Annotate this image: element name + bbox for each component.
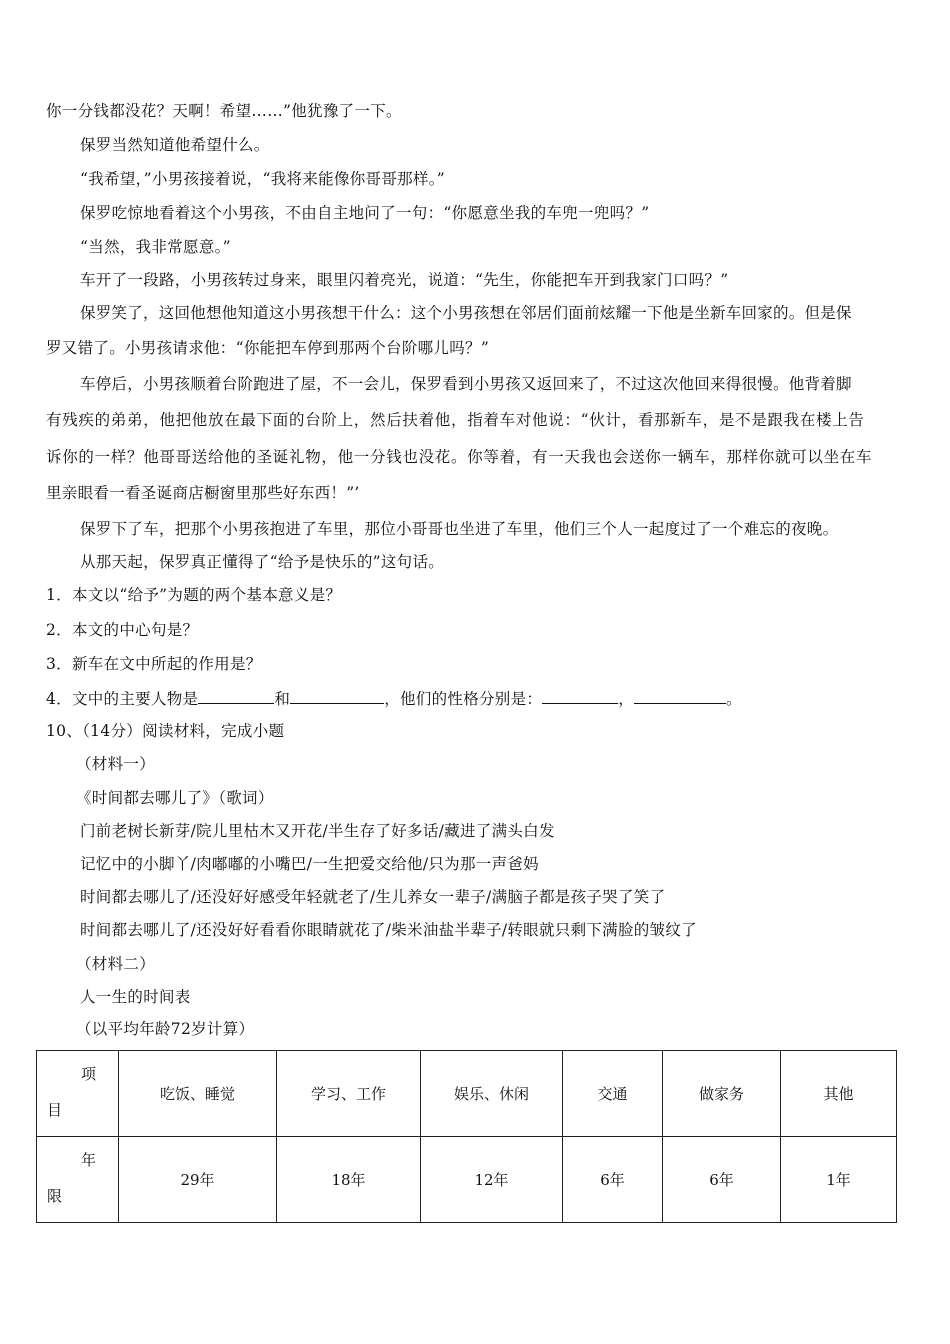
q4-and: 和 [274,690,291,708]
table-cell: 29年 [119,1137,277,1223]
table-cell: 12年 [421,1137,563,1223]
passage-line: 车停后，小男孩顺着台阶跑进了屋，不一会儿，保罗看到小男孩又返回来了，不过这次他回来得很慢。他背着脚 [80,375,852,393]
lyric-line: 时间都去哪儿了/还没好好看看你眼睛就花了/柴米油盐半辈子/转眼就只剩下满脸的皱纹了 [80,921,697,939]
answer-blank[interactable] [290,688,384,704]
passage-line: 保罗当然知道他希望什么。 [80,136,270,154]
passage-line: “我希望，”小男孩接着说，“我将来能像你哥哥那样。” [80,170,445,188]
row-header-cell [37,1051,119,1137]
table-cell: 6年 [563,1137,663,1223]
answer-blank[interactable] [198,688,274,704]
answer-blank[interactable] [542,688,618,704]
passage-line: 保罗笑了，这回他想他知道这小男孩想干什么：这个小男孩想在邻居们面前炫耀一下他是坐新车回家的。但是保 [80,304,852,322]
question-4 [46,688,742,709]
question-2: 2．本文的中心句是？ [46,621,199,639]
q4-end: 。 [726,690,742,708]
row-header-top: 年 [81,1151,97,1169]
passage-line: 车开了一段路，小男孩转过身来，眼里闪着亮光，说道：“先生，你能把车开到我家门口吗？” [80,271,729,289]
passage-line: 保罗吃惊地看着这个小男孩，不由自主地问了一句：“你愿意坐我的车兜一兜吗？” [80,204,650,222]
table-header-cell: 娱乐、休闲 [421,1051,563,1137]
passage-line: 诉你的一样？他哥哥送给他的圣诞礼物，他一分钱也没花。你等着，有一天我也会送你一辆车，那样你就可以坐在车 [46,448,873,466]
table-note: （以平均年龄72岁计算） [76,1020,255,1038]
song-title: 《时间都去哪儿了》（歌词） [76,789,274,807]
material-2-label: （材料二） [76,955,156,973]
row-header-bottom: 限 [47,1187,63,1205]
lyric-line: 记忆中的小脚丫/肉嘟嘟的小嘴巴/一生把爱交给他/只为那一声爸妈 [80,855,539,873]
passage-line: 罗又错了。小男孩请求他：“你能把车停到那两个台阶哪儿吗？” [46,339,490,357]
table-header-cell: 做家务 [663,1051,781,1137]
row-header-top: 项 [81,1065,97,1083]
table-cell: 6年 [663,1137,781,1223]
question-1: 1．本文以“给予”为题的两个基本意义是？ [46,586,342,604]
q4-prefix: 4．文中的主要人物是 [46,690,199,708]
passage-line: 你一分钱都没花？天啊！希望……”他犹豫了一下。 [46,102,402,120]
time-table [36,1050,897,1223]
passage-line: 里亲眼看一看圣诞商店橱窗里那些好东西！”’ [46,484,360,502]
table-header-cell: 吃饭、睡觉 [119,1051,277,1137]
section-header: 10、（14分）阅读材料，完成小题 [46,722,285,740]
passage-line: 有残疾的弟弟，他把他放在最下面的台阶上，然后扶着他，指着车对他说：“伙计，看那新车，是不是跟我在楼上告 [46,411,865,429]
passage-line: 从那天起，保罗真正懂得了“给予是快乐的”这句话。 [80,553,445,571]
q4-mid: ，他们的性格分别是： [384,690,543,708]
lyric-line: 时间都去哪儿了/还没好好感受年轻就老了/生儿养女一辈子/满脑子都是孩子哭了笑了 [80,888,666,906]
table-row [37,1137,897,1223]
table-header-cell: 交通 [563,1051,663,1137]
question-3: 3．新车在文中所起的作用是？ [46,655,262,673]
row-header-cell [37,1137,119,1223]
passage-line: 保罗下了车，把那个小男孩抱进了车里，那位小哥哥也坐进了车里，他们三个人一起度过了一个难忘的夜晚。 [80,520,839,538]
table-header-row [37,1051,897,1137]
lyric-line: 门前老树长新芽/院儿里枯木又开花/半生存了好多话/藏进了满头白发 [80,822,555,840]
table-header-cell: 学习、工作 [277,1051,421,1137]
table-title: 人一生的时间表 [80,988,191,1006]
material-1-label: （材料一） [76,755,156,773]
answer-blank[interactable] [634,688,726,704]
passage-line: “当然，我非常愿意。” [80,238,231,256]
table-cell: 18年 [277,1137,421,1223]
row-header-bottom: 目 [47,1101,63,1119]
q4-comma: ， [618,690,635,708]
table-header-cell: 其他 [781,1051,897,1137]
table-cell: 1年 [781,1137,897,1223]
